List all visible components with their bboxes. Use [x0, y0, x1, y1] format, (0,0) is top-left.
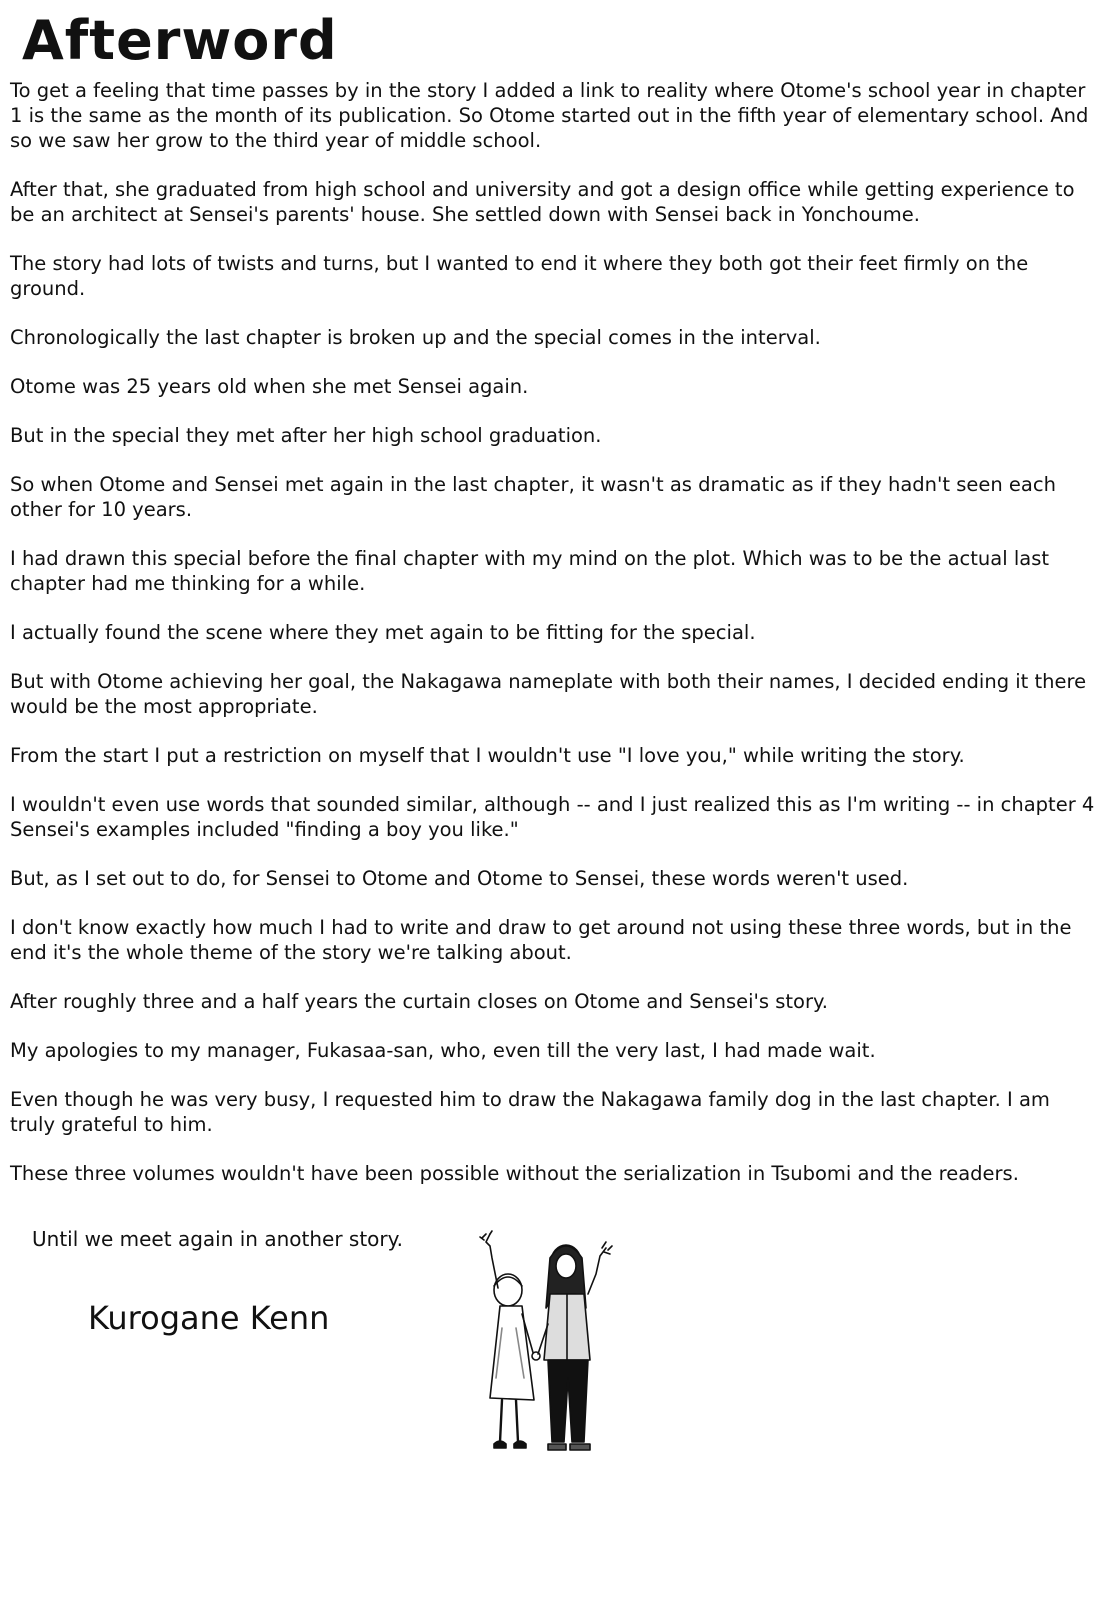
paragraph: To get a feeling that time passes by in the story I added a link to reality where Otome's school year in chapter 1 is the same as the month of its publication. So Otome started out in the fifth year of elementary school. And so we saw her grow to the third year of middle school.	[10, 79, 1089, 152]
paragraph: My apologies to my manager, Fukasaa-san, who, even till the very last, I had made wait.	[10, 1039, 876, 1062]
paragraph: After that, she graduated from high school and university and got a design office while getting experience to be an architect at Sensei's parents' house. She settled down with Sensei back in Yonchoume.	[10, 178, 1075, 226]
afterword-body	[10, 78, 1100, 1210]
paragraph: I had drawn this special before the final chapter with my mind on the plot. Which was to be the actual last chapter had me thinking for a while.	[10, 547, 1049, 595]
paragraph: Even though he was very busy, I requested him to draw the Nakagawa family dog in the last chapter. I am truly grateful to him.	[10, 1088, 1050, 1136]
paragraph: These three volumes wouldn't have been possible without the serialization in Tsubomi and the readers.	[10, 1162, 1019, 1185]
paragraph: Otome was 25 years old when she met Sensei again.	[10, 375, 529, 398]
paragraph: From the start I put a restriction on myself that I wouldn't use "I love you," while writing the story.	[10, 744, 965, 767]
paragraph: Chronologically the last chapter is broken up and the special comes in the interval.	[10, 326, 821, 349]
paragraph: But, as I set out to do, for Sensei to Otome and Otome to Sensei, these words weren't used.	[10, 867, 909, 890]
paragraph: I wouldn't even use words that sounded similar, although -- and I just realized this as I'm writing -- in chapter 4 Sensei's examples included "finding a boy you like."	[10, 793, 1095, 841]
paragraph: So when Otome and Sensei met again in the last chapter, it wasn't as dramatic as if they hadn't seen each other for 10 years.	[10, 473, 1056, 521]
two-girls-waving-illustration	[468, 1228, 628, 1460]
paragraph: After roughly three and a half years the curtain closes on Otome and Sensei's story.	[10, 990, 828, 1013]
paragraph: I don't know exactly how much I had to write and draw to get around not using these three words, but in the end it's the whole theme of the story we're talking about.	[10, 916, 1072, 964]
paragraph: The story had lots of twists and turns, but I wanted to end it where they both got their feet firmly on the ground.	[10, 252, 1029, 300]
closing-line: Until we meet again in another story.	[32, 1227, 403, 1251]
author-signature: Kurogane Kenn	[88, 1299, 330, 1337]
page-title: Afterword	[22, 9, 338, 72]
paragraph: But with Otome achieving her goal, the Nakagawa nameplate with both their names, I decided ending it there would be the most appropriate.	[10, 670, 1087, 718]
paragraph: I actually found the scene where they met again to be fitting for the special.	[10, 621, 756, 644]
paragraph: But in the special they met after her high school graduation.	[10, 424, 602, 447]
